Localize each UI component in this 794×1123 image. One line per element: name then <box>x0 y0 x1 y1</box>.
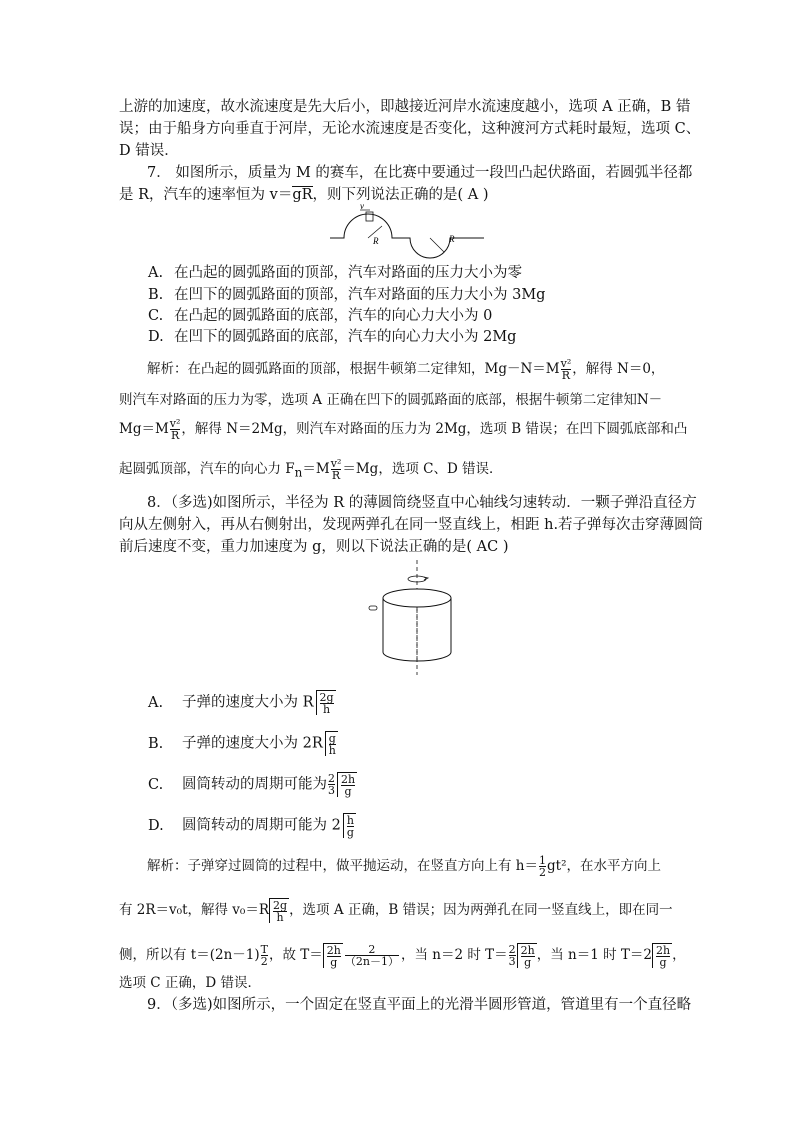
q8-d-rad-num: h <box>346 814 354 827</box>
q7-frac3-den: R <box>331 469 341 482</box>
q7-option-d-text: 在凹下的圆弧路面的底部，汽车的向心力大小为 2Mg <box>174 329 517 345</box>
q8-option-a <box>148 690 336 715</box>
q7-fig-v-label: v <box>360 201 364 211</box>
q7-sqrt-gR: gR <box>292 187 313 203</box>
q9-stem-line-1: 9．（多选)如图所示，一个固定在竖直平面上的光滑半圆形管道，管道里有一个直径略 <box>147 997 692 1013</box>
q7-sol-frac-3 <box>331 458 342 481</box>
q8-sol-radical-4 <box>652 943 672 968</box>
q7-frac-den: R <box>561 369 571 382</box>
q8-sol-rad2-num: 2h <box>326 944 341 957</box>
q8-sol-text-3d: ，当 n＝1 时 T＝2 <box>536 947 652 963</box>
q8-sol-coef-frac <box>509 944 516 967</box>
q7-frac2-den: R <box>170 429 180 442</box>
q8-sol-rad3-num: 2h <box>520 944 535 957</box>
q8-sol-t-frac <box>261 944 268 967</box>
q8-a-rad-den: h <box>323 703 331 716</box>
q7-option-b-text: 在凹下的圆弧路面的顶部，汽车对路面的压力大小为 3Mg <box>174 287 546 303</box>
q8-half-den: 2 <box>539 866 546 879</box>
q7-frac3-num: v² <box>330 457 342 470</box>
q8-sol-radical-1 <box>269 898 289 923</box>
q8-big-frac-den: （2n－1） <box>344 955 399 968</box>
q8-b-rad-num: g <box>328 732 336 745</box>
q8-option-c-radical <box>337 772 357 797</box>
q8-half-num: 1 <box>539 854 546 867</box>
q8-sol-text-3c: ，当 n＝2 时 T＝ <box>400 947 508 963</box>
q8-sol-coef-num: 2 <box>508 943 516 956</box>
q7-option-d <box>148 326 516 348</box>
q8-a-rad-num: 2g <box>319 691 334 704</box>
q8-option-b-radical <box>325 731 338 756</box>
q8-option-a-radical <box>316 690 336 715</box>
q8-stem-line-2: 向从左侧射入，再从右侧射出，发现两弹孔在同一竖直线上，相距 h.若子弹每次击穿薄圆筒 <box>119 517 704 533</box>
intro-line-3: D 错误． <box>119 143 179 159</box>
q7-option-b <box>148 284 545 306</box>
q8-solution-line-2 <box>119 898 673 923</box>
q8-stem-line-1: 8．（多选)如图所示，半径为 R 的薄圆筒绕竖直中心轴线匀速转动．一颗子弹沿直径方 <box>147 495 697 511</box>
q7-option-b-label: B. <box>148 287 164 303</box>
q7-frac-num: v² <box>560 357 572 370</box>
q7-stem-text: 是 R，汽车的速率恒为 v＝ <box>119 187 293 203</box>
q7-sol-sub-n: n <box>294 465 303 480</box>
q8-c-coef-den: 3 <box>328 784 335 797</box>
q7-sol-frac-2 <box>170 418 181 441</box>
q8-option-d-label: D. <box>148 817 164 834</box>
q8-cylinder-figure <box>366 560 476 680</box>
q8-b-rad-den: h <box>328 744 336 757</box>
q7-option-c <box>148 305 492 327</box>
q7-sol-text-4c: ＝Mg，选项 C、D 错误． <box>342 461 503 477</box>
q7-sol-text-1b: ，解得 N＝0， <box>572 361 665 377</box>
q7-stem-tail: ，则下列说法正确的是( A ) <box>312 187 489 203</box>
q8-option-c-coef <box>328 773 335 796</box>
q7-solution-line-1 <box>147 358 664 381</box>
q8-sol-text-2b: ，选项 A 正确，B 错误；因为两弹孔在同一竖直线上，即在同一 <box>289 902 673 918</box>
q8-option-a-text: 子弹的速度大小为 R <box>182 694 314 711</box>
q8-big-frac-num: 2 <box>345 944 399 956</box>
q7-sol-text-1a: 解析：在凸起的圆弧路面的顶部，根据牛顿第二定律知，Mg－N＝M <box>147 361 560 377</box>
q8-option-b-text: 子弹的速度大小为 2R <box>182 735 323 752</box>
q8-option-d-radical <box>343 813 356 838</box>
q8-sol-rad3-den: g <box>524 956 532 969</box>
q8-option-d <box>148 813 356 838</box>
q8-sol-radical-3 <box>517 943 537 968</box>
q8-sol-text-3a: 侧，所以有 t＝(2n－1) <box>119 947 260 963</box>
q8-sol-rad1-num: 2g <box>273 899 288 912</box>
q7-stem-line-2 <box>119 184 489 206</box>
q7-sol-text-4a: 起圆弧顶部，汽车的向心力 F <box>119 461 295 477</box>
q8-sol-rad4-den: g <box>659 956 667 969</box>
q8-solution-line-1 <box>147 855 661 878</box>
q8-solution-line-3: 侧，所以有 t＝(2n－1) $\frac{T}{2}$ ，故 T＝ $\frac{2h}{g}$ $\frac{2}{(2n-1)}$ ，当 n＝2 时 T＝ $\frac{2}{3}$ $\frac{2h}{g}$ ，当 n＝1 时 T＝2 $\frac{2h}{g}$ ， <box>119 943 686 969</box>
q7-fig-r1-label: R <box>373 236 379 246</box>
q8-c-rad-den: g <box>344 785 352 798</box>
q7-solution-line-3 <box>119 418 687 441</box>
q8-stem-line-3: 前后速度不变，重力加速度为 g，则以下说法正确的是( AC ) <box>119 539 509 555</box>
q8-sol-coef-den: 3 <box>508 955 516 968</box>
q8-sol-text-1a: 解析：子弹穿过圆筒的过程中，做平抛运动，在竖直方向上有 h＝ <box>147 858 538 874</box>
q8-option-c-label: C. <box>148 776 164 793</box>
q8-sol-rad4-num: 2h <box>655 944 671 957</box>
intro-line-1: 上游的加速度，故水流速度是先大后小，即越接近河岸水流速度越小，选项 A 正确，B 错 <box>119 99 691 115</box>
q7-sol-frac-1 <box>561 358 572 381</box>
q8-c-rad-num: 2h <box>341 773 356 786</box>
q7-fig-r2-label: R <box>449 234 455 244</box>
q8-option-d-text: 圆筒转动的周期可能为 2 <box>182 817 341 834</box>
q7-sol-text-3b: ，解得 N＝2Mg，则汽车对路面的压力为 2Mg，选项 B 错误；在凹下圆弧底部和凸 <box>181 421 688 437</box>
q8-sol-text-1b: gt²，在水平方向上 <box>547 858 661 874</box>
q7-option-a <box>148 262 522 284</box>
q7-option-a-label: A. <box>148 265 164 281</box>
q8-sol-big-frac <box>345 944 399 967</box>
q7-solution-line-2: 则汽车对路面的压力为零，选项 A 正确在凹下的圆弧路面的底部，根据牛顿第二定律知N－ <box>119 392 663 408</box>
q8-t-num: T <box>260 943 268 956</box>
q8-solution-line-4: 选项 C 正确，D 错误． <box>119 975 262 991</box>
q8-sol-text-3b: ，故 T＝ <box>268 947 323 963</box>
q8-sol-text-2a: 有 2R＝v₀t，解得 v₀＝R <box>119 902 270 918</box>
q8-t-den: 2 <box>260 955 268 968</box>
q7-option-c-text: 在凸起的圆弧路面的底部，汽车的向心力大小为 0 <box>174 308 493 324</box>
q8-d-rad-den: g <box>346 826 354 839</box>
q8-option-b <box>148 731 338 756</box>
intro-line-2: 误；由于船身方向垂直于河岸，无论水流速度是否变化，这种渡河方式耗时最短，选项 C、 <box>119 121 701 137</box>
q8-option-c-text: 圆筒转动的周期可能为 <box>182 776 327 793</box>
q8-option-a-label: A. <box>148 694 164 711</box>
q7-sol-text-4b: ＝M <box>302 461 330 477</box>
q7-option-d-label: D. <box>148 329 164 345</box>
q7-road-figure <box>330 201 490 264</box>
q8-sol-radical-2 <box>323 943 343 968</box>
q7-option-c-label: C. <box>148 308 164 324</box>
q7-solution-line-4 <box>119 458 503 484</box>
q7-stem-line-1: 7． 如图所示，质量为 M 的赛车，在比赛中要通过一段凹凸起伏路面，若圆弧半径都 <box>147 165 693 181</box>
q7-option-a-text: 在凸起的圆弧路面的顶部，汽车对路面的压力大小为零 <box>174 265 522 281</box>
q8-sol-rad2-den: g <box>330 956 338 969</box>
q8-sol-half-frac <box>539 855 546 878</box>
q7-frac2-num: v² <box>169 417 181 430</box>
q8-c-coef-num: 2 <box>328 772 335 785</box>
q8-option-b-label: B. <box>148 735 164 752</box>
q8-option-c <box>148 772 357 797</box>
q8-sol-rad1-den: h <box>276 911 284 924</box>
q7-sol-text-3a: Mg＝M <box>119 421 169 437</box>
